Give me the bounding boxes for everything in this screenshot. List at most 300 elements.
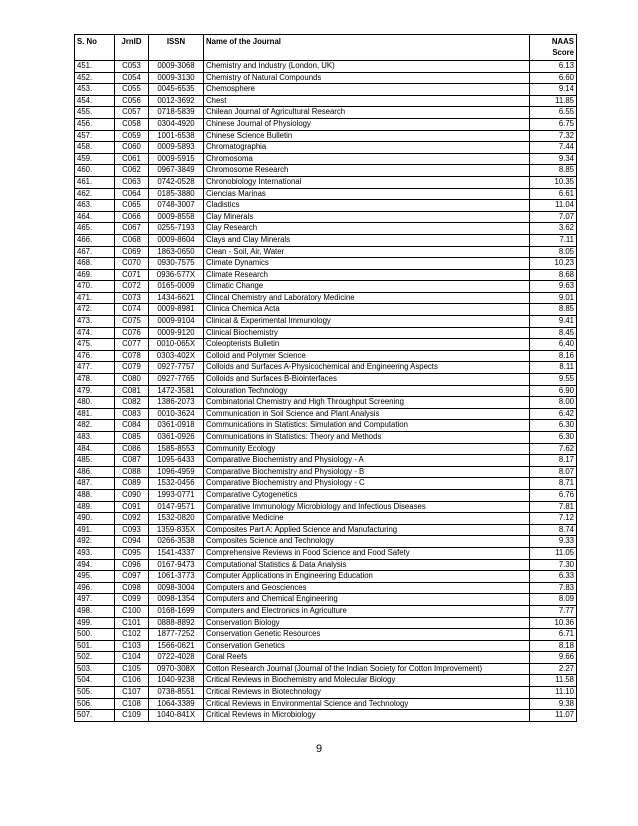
cell-jrnid: C098: [115, 582, 149, 594]
cell-sno: 493.: [75, 547, 115, 559]
cell-sno: 489.: [75, 501, 115, 513]
cell-naas-score: 6.60: [530, 72, 577, 84]
cell-jrnid: C077: [115, 339, 149, 351]
table-row: [75, 698, 577, 710]
cell-journal-name: Communications in Statistics: Simulation and Computation: [204, 420, 530, 432]
cell-journal-name: Chromatographia: [204, 142, 530, 154]
table-row: [75, 188, 577, 200]
table-row: [75, 350, 577, 362]
cell-journal-name: Combinatorial Chemistry and High Throughput Screening: [204, 397, 530, 409]
table-row: [75, 663, 577, 675]
cell-sno: 473.: [75, 316, 115, 328]
cell-journal-name: Composites Part A: Applied Science and Manufacturing: [204, 524, 530, 536]
cell-sno: 502.: [75, 652, 115, 664]
cell-issn: 0010-065X: [149, 339, 204, 351]
cell-issn: 0748-3007: [149, 200, 204, 212]
cell-jrnid: C096: [115, 559, 149, 571]
cell-sno: 506.: [75, 698, 115, 710]
cell-jrnid: C080: [115, 374, 149, 386]
table-row: [75, 223, 577, 235]
cell-jrnid: C091: [115, 501, 149, 513]
cell-journal-name: Composites Science and Technology: [204, 536, 530, 548]
table-row: [75, 211, 577, 223]
table-row: [75, 443, 577, 455]
cell-sno: 477.: [75, 362, 115, 374]
cell-jrnid: C103: [115, 640, 149, 652]
table-row: [75, 130, 577, 142]
cell-sno: 496.: [75, 582, 115, 594]
cell-naas-score: 8.07: [530, 466, 577, 478]
cell-jrnid: C059: [115, 130, 149, 142]
cell-journal-name: Clay Research: [204, 223, 530, 235]
cell-jrnid: C088: [115, 466, 149, 478]
cell-sno: 495.: [75, 571, 115, 583]
header-jrnid: JrnID: [115, 35, 149, 61]
cell-sno: 484.: [75, 443, 115, 455]
journal-table: [74, 34, 577, 722]
table-row: [75, 582, 577, 594]
header-journal-name: Name of the Journal: [204, 35, 530, 61]
table-body: [75, 61, 577, 722]
cell-journal-name: Computational Statistics & Data Analysis: [204, 559, 530, 571]
cell-journal-name: Critical Reviews in Biotechnology: [204, 687, 530, 699]
cell-issn: 1064-3389: [149, 698, 204, 710]
table-row: [75, 489, 577, 501]
cell-naas-score: 8.18: [530, 640, 577, 652]
table-row: [75, 165, 577, 177]
cell-naas-score: 3.62: [530, 223, 577, 235]
cell-jrnid: C095: [115, 547, 149, 559]
table-row: [75, 432, 577, 444]
table-row: [75, 374, 577, 386]
cell-journal-name: Climatic Change: [204, 281, 530, 293]
cell-jrnid: C083: [115, 408, 149, 420]
cell-journal-name: Chinese Science Bulletin: [204, 130, 530, 142]
cell-naas-score: 6.13: [530, 61, 577, 73]
cell-journal-name: Community Ecology: [204, 443, 530, 455]
cell-issn: 0167-9473: [149, 559, 204, 571]
cell-naas-score: 8.16: [530, 350, 577, 362]
cell-jrnid: C072: [115, 281, 149, 293]
page-number: 9: [315, 743, 323, 755]
cell-issn: 1001-6538: [149, 130, 204, 142]
cell-naas-score: 7.81: [530, 501, 577, 513]
cell-journal-name: Comprehensive Reviews in Food Science and Food Safety: [204, 547, 530, 559]
cell-jrnid: C054: [115, 72, 149, 84]
cell-issn: 0009-8981: [149, 304, 204, 316]
cell-sno: 466.: [75, 234, 115, 246]
cell-naas-score: 9.55: [530, 374, 577, 386]
cell-issn: 1993-0771: [149, 489, 204, 501]
cell-sno: 462.: [75, 188, 115, 200]
table-row: [75, 385, 577, 397]
cell-journal-name: Critical Reviews in Environmental Science and Technology: [204, 698, 530, 710]
table-row: [75, 269, 577, 281]
cell-jrnid: C067: [115, 223, 149, 235]
cell-journal-name: Colloids and Surfaces B-Biointerfaces: [204, 374, 530, 386]
cell-issn: 0098-3004: [149, 582, 204, 594]
cell-journal-name: Clincal Chemistry and Laboratory Medicine: [204, 292, 530, 304]
cell-jrnid: C087: [115, 455, 149, 467]
cell-issn: 0185-3880: [149, 188, 204, 200]
cell-jrnid: C097: [115, 571, 149, 583]
cell-journal-name: Conservation Biology: [204, 617, 530, 629]
cell-journal-name: Comparative Biochemistry and Physiology - B: [204, 466, 530, 478]
cell-sno: 500.: [75, 629, 115, 641]
cell-naas-score: 7.32: [530, 130, 577, 142]
table-row: [75, 466, 577, 478]
cell-issn: 0967-3849: [149, 165, 204, 177]
cell-sno: 503.: [75, 663, 115, 675]
cell-journal-name: Clays and Clay Minerals: [204, 234, 530, 246]
cell-jrnid: C100: [115, 605, 149, 617]
cell-naas-score: 11.04: [530, 200, 577, 212]
cell-issn: 1541-4337: [149, 547, 204, 559]
header-issn: ISSN: [149, 35, 204, 61]
cell-naas-score: 2.27: [530, 663, 577, 675]
cell-issn: 0742-0528: [149, 176, 204, 188]
cell-naas-score: 9.41: [530, 316, 577, 328]
cell-jrnid: C060: [115, 142, 149, 154]
cell-jrnid: C066: [115, 211, 149, 223]
table-row: [75, 652, 577, 664]
cell-journal-name: Cladistics: [204, 200, 530, 212]
cell-sno: 504.: [75, 675, 115, 687]
cell-journal-name: Chemosphere: [204, 84, 530, 96]
cell-issn: 0361-0926: [149, 432, 204, 444]
cell-sno: 470.: [75, 281, 115, 293]
cell-sno: 490.: [75, 513, 115, 525]
cell-naas-score: 7.07: [530, 211, 577, 223]
cell-sno: 451.: [75, 61, 115, 73]
cell-issn: 0888-8892: [149, 617, 204, 629]
table-row: [75, 478, 577, 490]
cell-issn: 0303-402X: [149, 350, 204, 362]
cell-jrnid: C070: [115, 258, 149, 270]
cell-journal-name: Chromosome Research: [204, 165, 530, 177]
cell-journal-name: Clinica Chemica Acta: [204, 304, 530, 316]
cell-issn: 0009-8604: [149, 234, 204, 246]
cell-jrnid: C081: [115, 385, 149, 397]
cell-issn: 0009-9104: [149, 316, 204, 328]
cell-journal-name: Colloid and Polymer Science: [204, 350, 530, 362]
cell-issn: 0045-6535: [149, 84, 204, 96]
cell-issn: 0009-9120: [149, 327, 204, 339]
cell-jrnid: C084: [115, 420, 149, 432]
table-row: [75, 594, 577, 606]
cell-naas-score: 7.30: [530, 559, 577, 571]
cell-issn: 0165-0009: [149, 281, 204, 293]
cell-journal-name: Clinical & Experimental Immunology: [204, 316, 530, 328]
cell-sno: 464.: [75, 211, 115, 223]
cell-naas-score: 11.05: [530, 547, 577, 559]
cell-naas-score: 8.45: [530, 327, 577, 339]
cell-jrnid: C086: [115, 443, 149, 455]
cell-issn: 1472-3581: [149, 385, 204, 397]
cell-issn: 0009-8558: [149, 211, 204, 223]
table-row: [75, 246, 577, 258]
cell-sno: 455.: [75, 107, 115, 119]
cell-naas-score: 6.33: [530, 571, 577, 583]
table-row: [75, 408, 577, 420]
cell-naas-score: 7.11: [530, 234, 577, 246]
cell-sno: 505.: [75, 687, 115, 699]
cell-journal-name: Cotton Research Journal (Journal of the Indian Society for Cotton Improvement): [204, 663, 530, 675]
cell-sno: 472.: [75, 304, 115, 316]
cell-naas-score: 8.11: [530, 362, 577, 374]
cell-journal-name: Conservation Genetics: [204, 640, 530, 652]
cell-sno: 499.: [75, 617, 115, 629]
cell-jrnid: C068: [115, 234, 149, 246]
cell-naas-score: 8.68: [530, 269, 577, 281]
table-row: [75, 617, 577, 629]
cell-sno: 457.: [75, 130, 115, 142]
cell-issn: 0361-0918: [149, 420, 204, 432]
header-sno: S. No: [75, 35, 115, 61]
cell-sno: 486.: [75, 466, 115, 478]
table-row: [75, 95, 577, 107]
cell-naas-score: 7.62: [530, 443, 577, 455]
table-row: [75, 107, 577, 119]
cell-issn: 0168-1699: [149, 605, 204, 617]
cell-jrnid: C074: [115, 304, 149, 316]
cell-sno: 487.: [75, 478, 115, 490]
cell-issn: 0009-5915: [149, 153, 204, 165]
cell-naas-score: 7.83: [530, 582, 577, 594]
cell-journal-name: Colloids and Surfaces A-Physicochemical and Engineering Aspects: [204, 362, 530, 374]
cell-issn: 0304-4920: [149, 118, 204, 130]
table-row: [75, 200, 577, 212]
table-row: [75, 687, 577, 699]
table-row: [75, 61, 577, 73]
cell-journal-name: Chemistry of Natural Compounds: [204, 72, 530, 84]
table-row: [75, 118, 577, 130]
cell-issn: 1566-0621: [149, 640, 204, 652]
cell-sno: 467.: [75, 246, 115, 258]
cell-issn: 0009-5893: [149, 142, 204, 154]
cell-naas-score: 10.23: [530, 258, 577, 270]
cell-journal-name: Computers and Geosciences: [204, 582, 530, 594]
cell-journal-name: Comparative Immunology Microbiology and Infectious Diseases: [204, 501, 530, 513]
cell-jrnid: C056: [115, 95, 149, 107]
cell-jrnid: C061: [115, 153, 149, 165]
cell-journal-name: Critical Reviews in Microbiology: [204, 710, 530, 722]
table-row: [75, 142, 577, 154]
table-row: [75, 362, 577, 374]
cell-sno: 471.: [75, 292, 115, 304]
table-row: [75, 629, 577, 641]
cell-journal-name: Comparative Cytogenetics: [204, 489, 530, 501]
table-row: [75, 292, 577, 304]
cell-issn: 1061-3773: [149, 571, 204, 583]
cell-naas-score: 8.17: [530, 455, 577, 467]
cell-issn: 0738-8551: [149, 687, 204, 699]
table-row: [75, 397, 577, 409]
cell-jrnid: C055: [115, 84, 149, 96]
cell-journal-name: Coleopterists Bulletin: [204, 339, 530, 351]
cell-issn: 1040-9238: [149, 675, 204, 687]
cell-jrnid: C082: [115, 397, 149, 409]
table-row: [75, 153, 577, 165]
table-row: [75, 339, 577, 351]
table-row: [75, 513, 577, 525]
cell-issn: 1532-0456: [149, 478, 204, 490]
cell-issn: 1532-0820: [149, 513, 204, 525]
cell-jrnid: C108: [115, 698, 149, 710]
cell-journal-name: Climate Research: [204, 269, 530, 281]
cell-jrnid: C102: [115, 629, 149, 641]
cell-journal-name: Chromosoma: [204, 153, 530, 165]
cell-sno: 476.: [75, 350, 115, 362]
table-row: [75, 640, 577, 652]
cell-naas-score: 8.05: [530, 246, 577, 258]
table-row: [75, 501, 577, 513]
table-row: [75, 234, 577, 246]
cell-naas-score: 6.71: [530, 629, 577, 641]
table-row: [75, 72, 577, 84]
table-row: [75, 675, 577, 687]
cell-naas-score: 9.34: [530, 153, 577, 165]
table-row: [75, 304, 577, 316]
cell-journal-name: Computers and Chemical Engineering: [204, 594, 530, 606]
cell-jrnid: C064: [115, 188, 149, 200]
cell-issn: 0012-3692: [149, 95, 204, 107]
cell-jrnid: C062: [115, 165, 149, 177]
cell-issn: 0255-7193: [149, 223, 204, 235]
cell-jrnid: C085: [115, 432, 149, 444]
cell-journal-name: Chinese Journal of Physiology: [204, 118, 530, 130]
cell-issn: 1095-6433: [149, 455, 204, 467]
cell-naas-score: 6.40: [530, 339, 577, 351]
cell-naas-score: 8.71: [530, 478, 577, 490]
cell-journal-name: Climate Dynamics: [204, 258, 530, 270]
cell-journal-name: Critical Reviews in Biochemistry and Molecular Biology: [204, 675, 530, 687]
table-header-row: [75, 35, 577, 61]
cell-sno: 501.: [75, 640, 115, 652]
cell-journal-name: Ciencias Marinas: [204, 188, 530, 200]
cell-naas-score: 11.85: [530, 95, 577, 107]
table-row: [75, 710, 577, 722]
cell-issn: 0927-7765: [149, 374, 204, 386]
cell-naas-score: 6.75: [530, 118, 577, 130]
cell-issn: 1096-4959: [149, 466, 204, 478]
cell-issn: 0718-5839: [149, 107, 204, 119]
cell-journal-name: Communications in Statistics: Theory and Methods: [204, 432, 530, 444]
cell-sno: 474.: [75, 327, 115, 339]
cell-jrnid: C104: [115, 652, 149, 664]
cell-naas-score: 6.90: [530, 385, 577, 397]
table-row: [75, 420, 577, 432]
cell-sno: 475.: [75, 339, 115, 351]
cell-sno: 478.: [75, 374, 115, 386]
cell-sno: 485.: [75, 455, 115, 467]
table-row: [75, 455, 577, 467]
cell-jrnid: C093: [115, 524, 149, 536]
cell-journal-name: Clean - Soil, Air, Water: [204, 246, 530, 258]
table-row: [75, 605, 577, 617]
cell-issn: 1877-7252: [149, 629, 204, 641]
cell-naas-score: 8.85: [530, 165, 577, 177]
cell-issn: 1040-841X: [149, 710, 204, 722]
cell-sno: 469.: [75, 269, 115, 281]
cell-sno: 492.: [75, 536, 115, 548]
cell-sno: 465.: [75, 223, 115, 235]
cell-sno: 458.: [75, 142, 115, 154]
cell-journal-name: Computer Applications in Engineering Education: [204, 571, 530, 583]
cell-issn: 0098-1354: [149, 594, 204, 606]
cell-jrnid: C075: [115, 316, 149, 328]
cell-jrnid: C107: [115, 687, 149, 699]
cell-jrnid: C099: [115, 594, 149, 606]
cell-naas-score: 7.44: [530, 142, 577, 154]
cell-naas-score: 9.63: [530, 281, 577, 293]
cell-jrnid: C094: [115, 536, 149, 548]
cell-issn: 0936-577X: [149, 269, 204, 281]
cell-jrnid: C076: [115, 327, 149, 339]
cell-issn: 0147-9571: [149, 501, 204, 513]
table-row: [75, 281, 577, 293]
cell-journal-name: Chemistry and Industry (London, UK): [204, 61, 530, 73]
cell-journal-name: Coral Reefs: [204, 652, 530, 664]
table-row: [75, 316, 577, 328]
cell-naas-score: 8.85: [530, 304, 577, 316]
cell-journal-name: Conservation Genetic Resources: [204, 629, 530, 641]
cell-jrnid: C071: [115, 269, 149, 281]
cell-jrnid: C063: [115, 176, 149, 188]
table-row: [75, 547, 577, 559]
cell-naas-score: 7.77: [530, 605, 577, 617]
cell-sno: 456.: [75, 118, 115, 130]
cell-issn: 0266-3538: [149, 536, 204, 548]
cell-journal-name: Chest: [204, 95, 530, 107]
cell-issn: 1585-8553: [149, 443, 204, 455]
cell-naas-score: 8.74: [530, 524, 577, 536]
cell-jrnid: C106: [115, 675, 149, 687]
cell-sno: 491.: [75, 524, 115, 536]
cell-jrnid: C069: [115, 246, 149, 258]
cell-naas-score: 6.76: [530, 489, 577, 501]
cell-naas-score: 11.10: [530, 687, 577, 699]
cell-naas-score: 9.38: [530, 698, 577, 710]
cell-journal-name: Chronobiology International: [204, 176, 530, 188]
cell-naas-score: 9.01: [530, 292, 577, 304]
cell-sno: 452.: [75, 72, 115, 84]
cell-issn: 0010-3624: [149, 408, 204, 420]
cell-naas-score: 10.36: [530, 617, 577, 629]
header-naas-score: [530, 35, 577, 61]
cell-sno: 481.: [75, 408, 115, 420]
cell-journal-name: Communication in Soil Science and Plant Analysis: [204, 408, 530, 420]
cell-issn: 1434-6621: [149, 292, 204, 304]
cell-issn: 0927-7757: [149, 362, 204, 374]
cell-jrnid: C090: [115, 489, 149, 501]
table-row: [75, 258, 577, 270]
cell-issn: 1386-2073: [149, 397, 204, 409]
cell-naas-score: 9.14: [530, 84, 577, 96]
cell-journal-name: Chilean Journal of Agricultural Research: [204, 107, 530, 119]
header-naas-line1: NAAS: [551, 37, 574, 46]
table-row: [75, 327, 577, 339]
cell-jrnid: C058: [115, 118, 149, 130]
cell-sno: 483.: [75, 432, 115, 444]
cell-issn: 0970-308X: [149, 663, 204, 675]
cell-sno: 494.: [75, 559, 115, 571]
cell-sno: 460.: [75, 165, 115, 177]
cell-sno: 497.: [75, 594, 115, 606]
table-row: [75, 536, 577, 548]
table-row: [75, 559, 577, 571]
cell-journal-name: Comparative Medicine: [204, 513, 530, 525]
